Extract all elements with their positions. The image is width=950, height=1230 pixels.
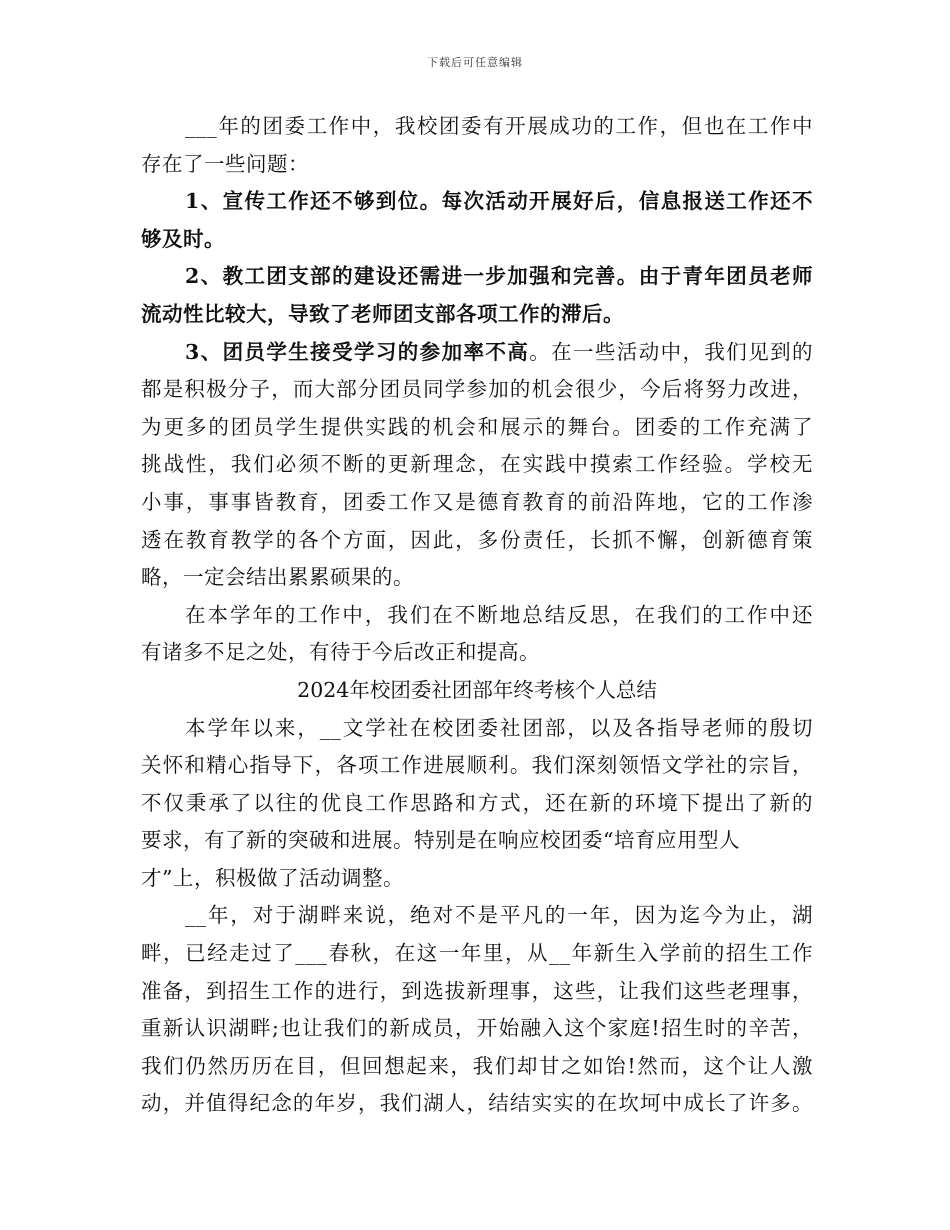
paragraph-line: 流动性比较大，导致了老师团支部各项工作的滞后。: [141, 301, 624, 326]
paragraph-line: 都是积极分子，而大部分团员同学参加的机会很少，今后将努力改进，: [141, 377, 813, 402]
paragraph-line: 2、教工团支部的建设还需进一步加强和完善。由于青年团员老师: [185, 264, 813, 289]
paragraph-line: 有诸多不足之处，有待于今后改正和提高。: [141, 640, 540, 665]
paragraph-line: 重新认识湖畔;也让我们的新成员，开始融入这个家庭!招生时的辛苦，: [141, 1016, 813, 1041]
page-header: 下载后可任意编辑: [427, 56, 523, 69]
paragraph-line: 畔，已经走过了___春秋，在这一年里，从__年新生入学前的招生工作: [141, 941, 813, 966]
paragraph-line: 略，一定会结出累累硕果的。: [141, 565, 414, 590]
paragraph-line: 存在了一些问题：: [141, 151, 309, 176]
paragraph-line: 本学年以来，__文学社在校团委社团部，以及各指导老师的殷切: [185, 715, 813, 740]
paragraph-line: [141, 334, 813, 372]
paragraph-line: 在本学年的工作中，我们在不断地总结反思，在我们的工作中还: [185, 602, 813, 627]
paragraph-line: 1、宣传工作还不够到位。每次活动开展好后，信息报送工作还不: [185, 189, 813, 214]
paragraph-line: 动，并值得纪念的年岁，我们湖人，结结实实的在坎坷中成长了许多。: [141, 1091, 813, 1116]
paragraph-line: 小事，事事皆教育，团委工作又是德育教育的前沿阵地，它的工作渗: [141, 489, 813, 514]
line-rest: 。在一些活动中，我们见到的: [529, 339, 814, 364]
paragraph-line: __年，对于湖畔来说，绝对不是平凡的一年，因为迄今为止，湖: [185, 903, 813, 928]
bold-lead: 3、团员学生接受学习的参加率不高: [185, 339, 530, 364]
paragraph-line: 准备，到招生工作的进行，到选拔新理事，这些，让我们这些老理事，: [141, 978, 813, 1003]
paragraph-line: 为更多的团员学生提供实践的机会和展示的舞台。团委的工作充满了: [141, 414, 813, 439]
paragraph-line: 挑战性，我们必须不断的更新理念，在实践中摸索工作经验。学校无: [141, 452, 813, 477]
section-title: 2024年校团委社团部年终考核个人总结: [297, 677, 657, 702]
paragraph-line: 够及时。: [141, 226, 225, 251]
paragraph-line: 我们仍然历历在目，但回想起来，我们却甘之如饴!然而，这个让人激: [141, 1053, 813, 1078]
paragraph-line: 才”上，积极做了活动调整。: [141, 865, 404, 890]
paragraph-line: 不仅秉承了以往的优良工作思路和方式，还在新的环境下提出了新的: [141, 790, 813, 815]
paragraph-line: 要求，有了新的突破和进展。特别是在响应校团委“培育应用型人: [141, 828, 740, 853]
paragraph-line: 关怀和精心指导下，各项工作进展顺利。我们深刻领悟文学社的宗旨，: [141, 753, 813, 778]
document-body: [141, 108, 813, 1123]
paragraph-line: 透在教育教学的各个方面，因此，多份责任，长抓不懈，创新德育策: [141, 527, 813, 552]
paragraph-line: ___年的团委工作中，我校团委有开展成功的工作，但也在工作中: [185, 114, 813, 138]
